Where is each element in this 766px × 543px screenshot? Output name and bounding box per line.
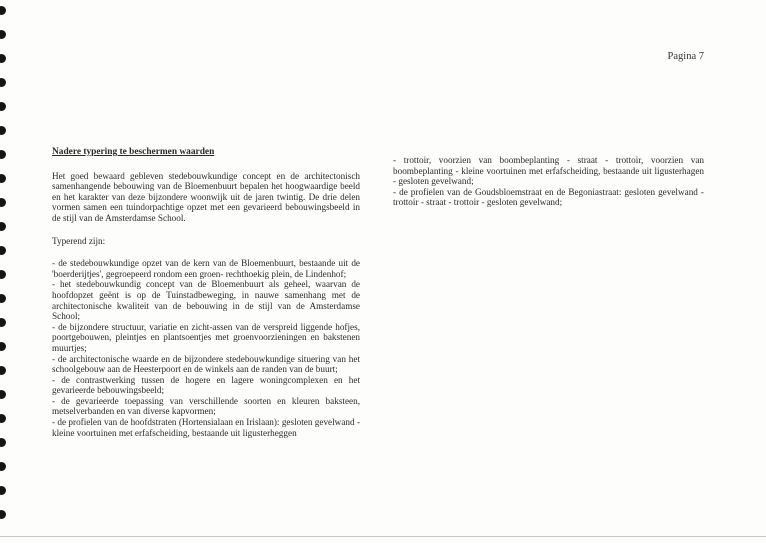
typerend-label: Typerend zijn: xyxy=(52,235,106,246)
binding-hole-icon xyxy=(0,438,6,447)
binding-hole-icon xyxy=(0,30,6,39)
binding-hole-icon xyxy=(0,462,6,471)
binding-hole-icon xyxy=(0,54,6,63)
binding-hole-icon xyxy=(0,510,6,519)
spiral-binding xyxy=(0,0,12,543)
binding-hole-icon xyxy=(0,6,6,15)
list-item: - de gevarieerde toepassing van verschillende soorten en kleuren baksteen, metselverbanden en van diverse kapvormen; xyxy=(52,395,360,417)
list-item: - het stedebouwkundig concept van de Bloemenbuurt als geheel, waarvan de hoofdopzet geënt is op de Tuinstadbeweging, in nauwe samenhang met de architectonische kwaliteit van de bebouwing in de stijl van de Amsterdamse School; xyxy=(52,279,360,322)
intro-paragraph: Het goed bewaard gebleven stedebouwkundige concept en de architectonisch samenhangende bebouwing van de Bloemenbuurt bepalen het hoogwaardige beeld en het karakter van deze bijzondere woonwijk uit de jaren twintig. De drie delen vormen samen een tuindorpachtige opzet met een gevarieerd bebouwingsbeeld in de stijl van de Amsterdamse School. xyxy=(52,170,360,223)
list-item: - de bijzondere structuur, variatie en zicht-assen van de verspreid liggende hofjes, poortgebouwen, pleintjes en plantsoentjes met groenvoorzieningen en bakstenen muurtjes; xyxy=(52,321,360,353)
binding-hole-icon xyxy=(0,222,6,231)
list-item: - trottoir, voorzien van boombeplanting - straat - trottoir, voorzien van boombeplanting - kleine voortuinen met erfafscheiding, bestaande uit ligusterhagen - gesloten gevelwand; xyxy=(393,155,704,187)
binding-hole-icon xyxy=(0,366,6,375)
binding-hole-icon xyxy=(0,126,6,135)
list-item: - de architectonische waarde en de bijzondere stedebouwkundige situering van het schoolgebouw aan de Heesterpoort en de winkels aan de randen van de buurt; xyxy=(52,353,360,375)
binding-hole-icon xyxy=(0,78,6,87)
right-column xyxy=(393,155,704,208)
binding-hole-icon xyxy=(0,414,6,423)
binding-hole-icon xyxy=(0,294,6,303)
list-item: - de contrastwerking tussen de hogere en lagere woningcomplexen en het gevarieerde bebouwingsbeeld; xyxy=(52,374,360,396)
binding-hole-icon xyxy=(0,390,6,399)
binding-hole-icon xyxy=(0,198,6,207)
binding-hole-icon xyxy=(0,102,6,111)
binding-hole-icon xyxy=(0,318,6,327)
page-number: Pagina 7 xyxy=(667,51,704,62)
left-column xyxy=(52,147,360,438)
binding-hole-icon xyxy=(0,270,6,279)
binding-hole-icon xyxy=(0,342,6,351)
list-item: - de profielen van de Goudsbloemstraat en de Begoniastraat: gesloten gevelwand - trottoir - straat - trottoir - gesloten gevelwand; xyxy=(393,186,704,208)
binding-hole-icon xyxy=(0,486,6,495)
page-bottom-edge xyxy=(0,536,766,537)
binding-hole-icon xyxy=(0,150,6,159)
binding-hole-icon xyxy=(0,246,6,255)
list-item: - de profielen van de hoofdstraten (Hortensialaan en Irislaan): gesloten gevelwand - kleine voortuinen met erfafscheiding, bestaande uit ligusterheggen xyxy=(52,417,360,438)
list-item: - de stedebouwkundige opzet van de kern van de Bloemenbuurt, bestaande uit de 'boerderijtjes', gegroepeerd rondom een groen- rechthoekig plein, de Lindenhof; xyxy=(52,258,360,279)
section-heading: Nadere typering te beschermen waarden xyxy=(52,147,215,157)
binding-hole-icon xyxy=(0,174,6,183)
